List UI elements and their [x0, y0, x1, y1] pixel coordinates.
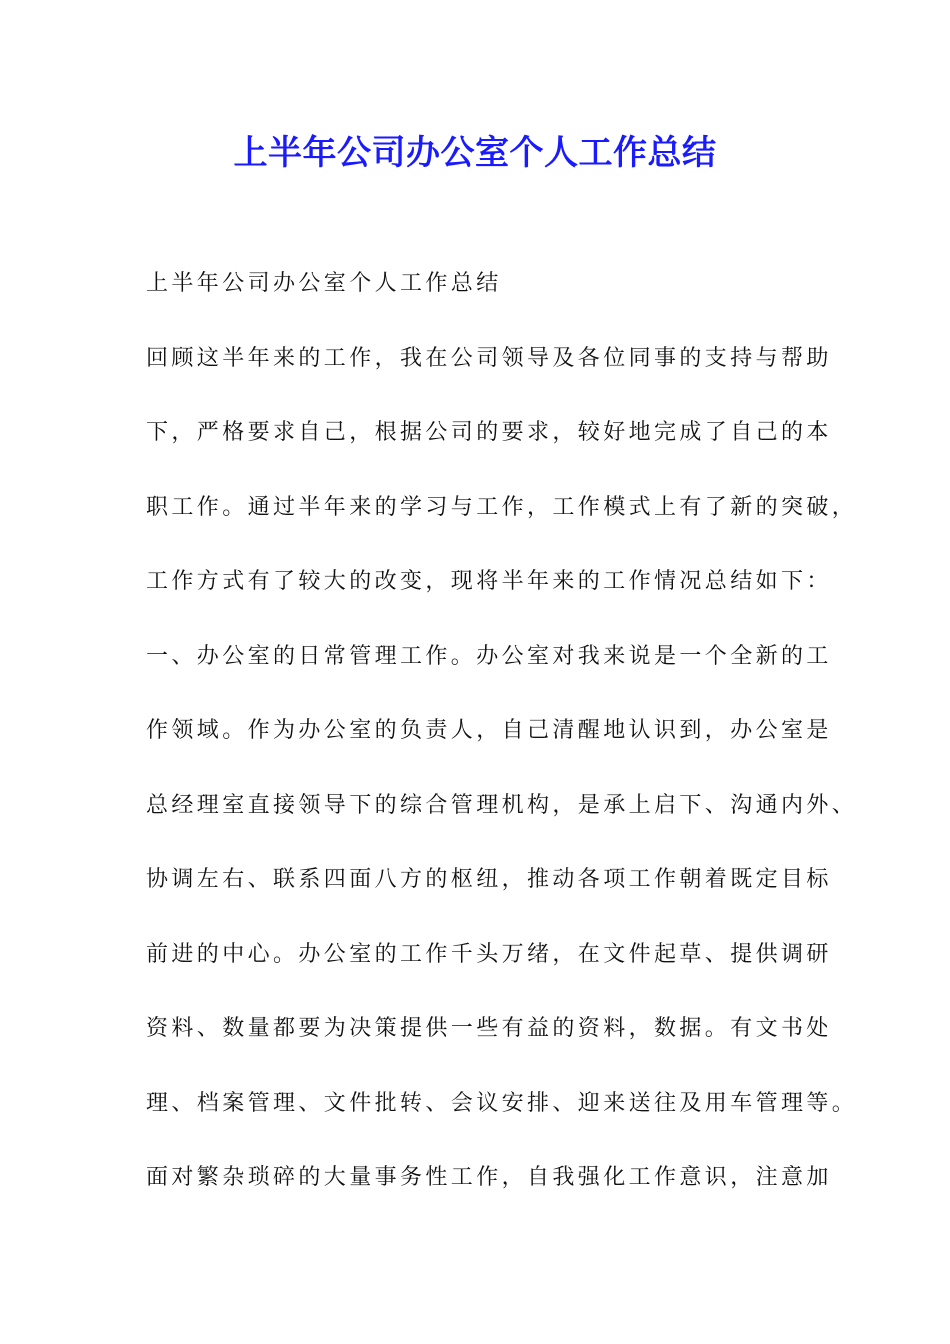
body-line: 一、办公室的日常管理工作。办公室对我来说是一个全新的工 — [146, 643, 832, 669]
body-line: 上半年公司办公室个人工作总结 — [146, 271, 502, 296]
body-line: 总经理室直接领导下的综合管理机构，是承上启下、沟通内外、 — [146, 792, 858, 818]
body-line: 面对繁杂琐碎的大量事务性工作，自我强化工作意识，注意加 — [146, 1165, 832, 1190]
body-line: 作领域。作为办公室的负责人，自己清醒地认识到，办公室是 — [146, 718, 832, 743]
body-line: 资料、数量都要为决策提供一些有益的资料，数据。有文书处 — [146, 1016, 832, 1041]
document-body — [146, 262, 858, 1231]
body-line: 职工作。通过半年来的学习与工作，工作模式上有了新的突破， — [146, 494, 858, 520]
body-line: 回顾这半年来的工作，我在公司领导及各位同事的支持与帮助 — [146, 345, 832, 371]
document-title: 上半年公司办公室个人工作总结 — [233, 133, 717, 173]
body-line: 下，严格要求自己，根据公司的要求，较好地完成了自己的本 — [146, 420, 832, 445]
body-line: 工作方式有了较大的改变，现将半年来的工作情况总结如下： — [146, 569, 832, 594]
body-line: 协调左右、联系四面八方的枢纽，推动各项工作朝着既定目标 — [146, 867, 832, 892]
body-line: 前进的中心。办公室的工作千头万绪，在文件起草、提供调研 — [146, 941, 832, 967]
body-line: 理、档案管理、文件批转、会议安排、迎来送往及用车管理等。 — [146, 1090, 858, 1116]
